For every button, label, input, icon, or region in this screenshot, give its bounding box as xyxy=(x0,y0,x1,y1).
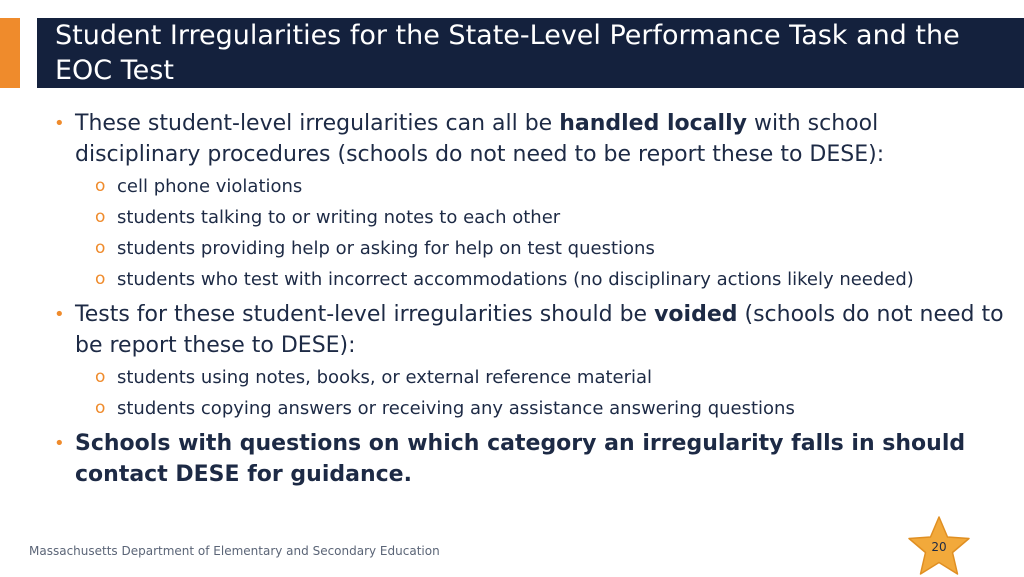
sub-bullet-marker: o xyxy=(95,398,106,418)
bullet-marker: • xyxy=(54,113,65,134)
title-bar xyxy=(37,18,1024,88)
sub-bullet-item xyxy=(75,202,1004,233)
bullet-text-bold: voided xyxy=(654,302,738,327)
footer-organization: Massachusetts Department of Elementary and Secondary Education xyxy=(29,544,440,558)
sub-bullet-list xyxy=(75,171,1004,295)
sub-bullet-item xyxy=(75,171,1004,202)
sub-bullet-text: students using notes, books, or external reference material xyxy=(117,367,653,388)
bullet-text-bold: handled locally xyxy=(559,111,747,136)
bullet-marker: • xyxy=(54,304,65,325)
sub-bullet-item xyxy=(75,393,1004,424)
bullet-text-pre: These student-level irregularities can all be xyxy=(75,111,560,136)
title-accent-bar xyxy=(0,18,20,88)
slide-title: Student Irregularities for the State-Level Performance Task and the EOC Test xyxy=(55,20,960,86)
sub-bullet-item xyxy=(75,233,1004,264)
slide-content xyxy=(54,108,1004,494)
bullet-text-pre: Tests for these student-level irregularities should be xyxy=(75,302,655,327)
sub-bullet-marker: o xyxy=(95,207,106,227)
bullet-text-post: with school disciplinary procedures (schools do not need to be report these to DESE): xyxy=(75,111,885,167)
bullet-contact-dese xyxy=(54,428,1004,490)
sub-bullet-text: students who test with incorrect accommodations (no disciplinary actions likely needed) xyxy=(117,269,914,290)
sub-bullet-text: students providing help or asking for help on test questions xyxy=(117,238,655,259)
sub-bullet-marker: o xyxy=(95,269,106,289)
bullet-voided xyxy=(54,299,1004,424)
bullet-handled-locally xyxy=(54,108,1004,295)
sub-bullet-item xyxy=(75,264,1004,295)
sub-bullet-list xyxy=(75,362,1004,424)
bullet-marker: • xyxy=(54,433,65,454)
sub-bullet-item xyxy=(75,362,1004,393)
sub-bullet-marker: o xyxy=(95,367,106,387)
sub-bullet-text: cell phone violations xyxy=(117,176,303,197)
sub-bullet-marker: o xyxy=(95,176,106,196)
sub-bullet-text: students copying answers or receiving any assistance answering questions xyxy=(117,398,795,419)
sub-bullet-text: students talking to or writing notes to each other xyxy=(117,207,561,228)
bullet-text-bold: Schools with questions on which category an irregularity falls in should contact DESE for guidance. xyxy=(75,431,966,487)
bullet-list xyxy=(54,108,1004,490)
page-number: 20 xyxy=(931,540,947,554)
sub-bullet-marker: o xyxy=(95,238,106,258)
bullet-text-post: (schools do not need to be report these to DESE): xyxy=(75,302,1004,358)
